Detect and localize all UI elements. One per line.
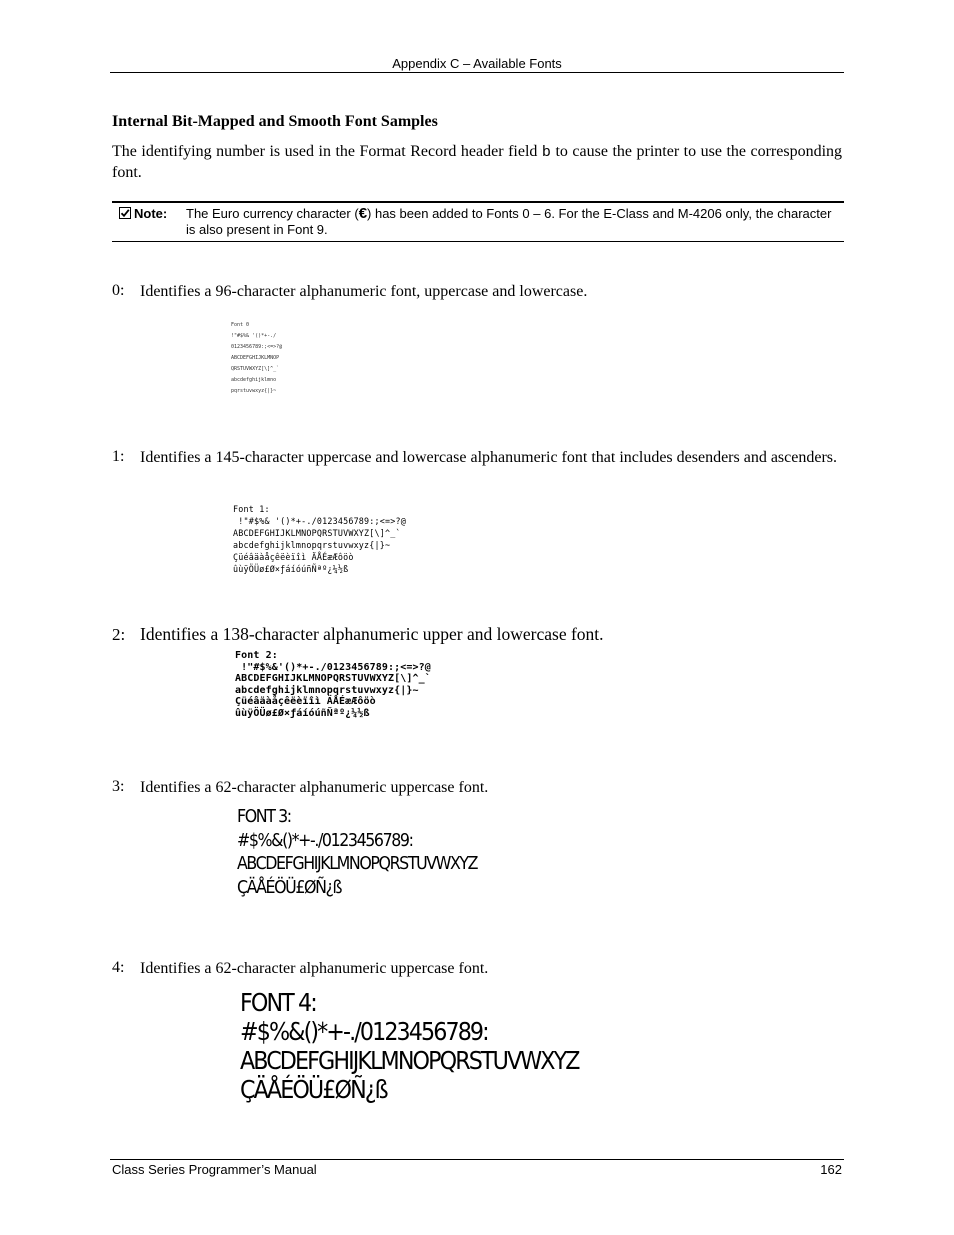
footer-manual-title: Class Series Programmer’s Manual bbox=[112, 1162, 317, 1177]
font-0-sample bbox=[231, 320, 282, 397]
font-2-number: 2: bbox=[112, 625, 126, 644]
font-4-sample-line: #$%&()*+-./0123456789: bbox=[240, 1017, 488, 1046]
font-1-sample-line: Font 1: bbox=[233, 504, 270, 514]
font-3-number: 3: bbox=[112, 778, 125, 795]
font-1-sample-line: ABCDEFGHIJKLMNOPQRSTUVWXYZ[\]^_` bbox=[233, 528, 401, 538]
font-4-sample-line: ABCDEFGHIJKLMNOPQRSTUVWXYZ bbox=[240, 1046, 579, 1075]
font-3-sample bbox=[237, 806, 477, 900]
font-4-number: 4: bbox=[112, 959, 125, 976]
font-0-sample-line: pqrstuvwxyz{|}~ bbox=[231, 388, 277, 394]
font-2-sample-line: Font 2: bbox=[235, 650, 278, 661]
font-2-sample-line: abcdefghijklmnopqrstuvwxyz{|}~ bbox=[235, 684, 419, 696]
intro-paragraph bbox=[112, 142, 842, 183]
page-header-title: Appendix C – Available Fonts bbox=[392, 56, 562, 71]
note-label bbox=[119, 206, 167, 221]
font-1-number: 1: bbox=[112, 448, 125, 465]
font-1-sample bbox=[233, 503, 406, 575]
font-4-description: Identifies a 62-character alphanumeric uppercase font. bbox=[140, 960, 489, 977]
font-4-sample-line: ÇÄÅÉÖÜ£ØÑ¿ß bbox=[240, 1075, 387, 1104]
font-2-sample-line: Çüéâäàåçêëèïîì ÄÅÉæÆôöò bbox=[235, 696, 376, 708]
header-divider bbox=[110, 72, 844, 73]
checkbox-icon bbox=[119, 207, 131, 219]
intro-code-field: b bbox=[541, 144, 551, 161]
font-1-description: Identifies a 145-character uppercase and lowercase alphanumeric font that includes desenders and ascenders. bbox=[140, 449, 838, 466]
section-title: Internal Bit-Mapped and Smooth Font Samples bbox=[112, 113, 438, 130]
font-1-sample-line: Çüéâäàåçêëèïîì ÄÅÉæÆôöò bbox=[233, 552, 354, 562]
font-0-number: 0: bbox=[112, 282, 125, 299]
font-1-sample-line: !"#$%& '()*+-./0123456789:;<=>?@ bbox=[233, 516, 406, 526]
font-3-sample-line: ÇÄÅÉÖÜ£ØÑ¿ß bbox=[237, 877, 342, 898]
intro-text-before: The identifying number is used in the Format Record header field bbox=[112, 143, 538, 160]
font-0-description: Identifies a 96-character alphanumeric font, uppercase and lowercase. bbox=[140, 283, 588, 300]
font-4-sample bbox=[240, 988, 579, 1104]
font-2-sample bbox=[235, 650, 431, 720]
font-2-description: Identifies a 138-character alphanumeric upper and lowercase font. bbox=[140, 624, 604, 644]
font-2-sample-line: ABCDEFGHIJKLMNOPQRSTUVWXYZ[\]^_` bbox=[235, 673, 431, 685]
euro-symbol: € bbox=[358, 205, 368, 222]
font-3-sample-line: #$%&()*+-./0123456789: bbox=[237, 830, 413, 851]
font-0-sample-line: 0123456789:;<=>?@ bbox=[231, 344, 283, 350]
font-3-sample-line: ABCDEFGHIJKLMNOPQRSTUVWXYZ bbox=[237, 854, 478, 874]
footer-divider bbox=[110, 1159, 844, 1160]
footer-page-number: 162 bbox=[820, 1162, 842, 1177]
font-1-sample-line: abcdefghijklmnopqrstuvwxyz{|}~ bbox=[233, 540, 391, 550]
font-2-sample-line: !"#$%&'()*+-./0123456789:;<=>?@ bbox=[235, 661, 431, 673]
font-0-sample-line: QRSTUVWXYZ[\]^_` bbox=[231, 366, 280, 372]
font-2-sample-line: ûùÿÖÜø£Ø×ƒáíóúñÑªº¿¼½ß bbox=[235, 707, 370, 719]
note-text-after: ) has been added to Fonts 0 – 6. For the E-Class and M-4206 only, the character is also present in Font 9. bbox=[186, 206, 832, 237]
note-text-before: The Euro currency character ( bbox=[186, 206, 359, 221]
intro-text-after: to cause the printer to use the corresponding font. bbox=[112, 143, 843, 181]
font-3-sample-line: FONT 3: bbox=[237, 807, 291, 827]
font-3-description: Identifies a 62-character alphanumeric uppercase font. bbox=[140, 779, 489, 796]
font-0-sample-line: abcdefghijklmno bbox=[231, 377, 277, 383]
note-text bbox=[186, 206, 836, 238]
font-0-sample-line: ABCDEFGHIJKLMNOP bbox=[231, 355, 280, 361]
font-0-sample-line: !"#$%& '()*+-./ bbox=[231, 333, 277, 339]
font-0-sample-line: Font 0 bbox=[231, 322, 250, 328]
font-1-sample-line: ûùÿÖÜø£Ø×ƒáíóúñÑªº¿¼½ß bbox=[233, 564, 349, 574]
font-4-sample-line: FONT 4: bbox=[240, 988, 316, 1017]
note-label-text: Note: bbox=[134, 206, 168, 221]
